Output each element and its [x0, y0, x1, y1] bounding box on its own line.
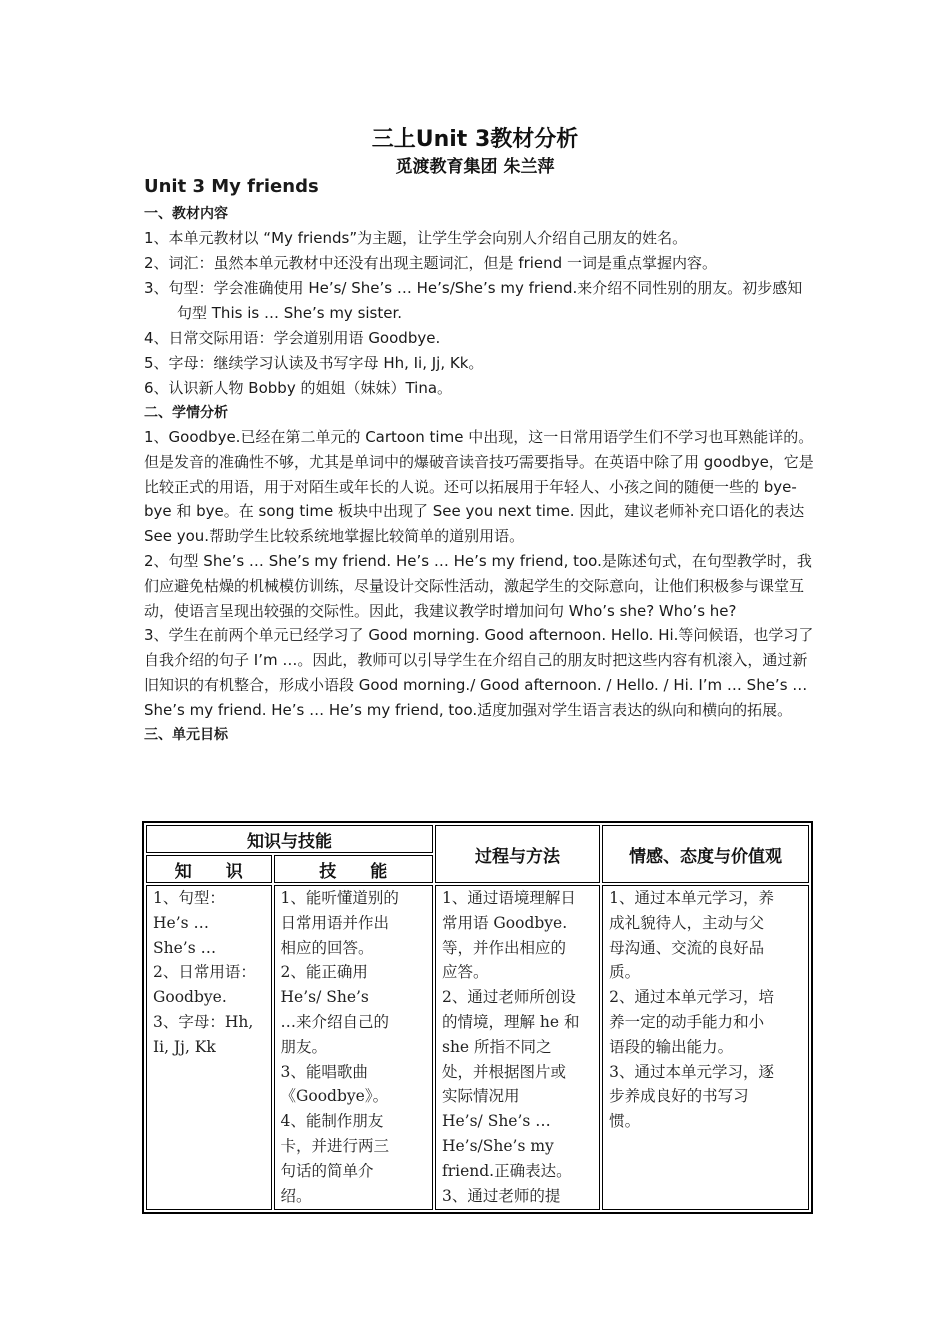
knowledge-line: Ii, Jj, Kk — [153, 1037, 216, 1056]
process-line: He’s/She’s my — [441, 1136, 554, 1155]
process-line: 1、通过语境理解日 — [441, 889, 576, 907]
header-skill: 技 能 — [274, 855, 433, 883]
knowledge-line: Goodbye. — [153, 988, 227, 1007]
header-knowledge-and-skills: 知识与技能 — [146, 825, 433, 853]
document-body — [144, 174, 814, 747]
process-line: 3、通过老师的提 — [441, 1186, 561, 1205]
skill-line: 朋友。 — [280, 1037, 328, 1056]
skill-line: 1、能听懂道别的 — [280, 889, 399, 907]
skill-line: 卡，并进行两三 — [280, 1136, 390, 1155]
emotion-line: 3、通过本单元学习，逐 — [609, 1062, 774, 1081]
analysis-paragraph-2: 2、句型 She’s … She’s my friend. He’s … He’s my friend, too.是陈述句式，在句型教学时，我们应避免枯燥的机械模仿训练，尽量设计交际性活动，激起学生的交际意向，让他们积极参与课堂互动，使语言呈现出较强的交际性。因此，我建议教学时增加问句 Who’s she? Who’s he? — [144, 551, 812, 620]
knowledge-cell — [146, 885, 272, 1210]
emotion-line: 母沟通、交流的良好品 — [609, 938, 765, 957]
header-process-and-methods: 过程与方法 — [435, 825, 600, 883]
skill-line: 《Goodbye》。 — [280, 1087, 389, 1106]
skill-line: 相应的回答。 — [280, 938, 374, 957]
process-line: friend.正确表达。 — [441, 1161, 572, 1180]
knowledge-line: She’s … — [153, 938, 217, 957]
skill-cell — [274, 885, 433, 1210]
process-line: 应答。 — [441, 963, 489, 982]
process-line: 实际情况用 — [441, 1087, 520, 1106]
analysis-paragraph-1: 1、Goodbye.已经在第二单元的 Cartoon time 中出现，这一日常用语学生们不学习也耳熟能详的。但是发音的准确性不够，尤其是单词中的爆破音读音技巧需要指导。在英语中除了用 goodbye，它是比较正式的用语，用于对陌生或年长的人说。还可以拓展用于年轻人、小孩之间的随便一些的 bye-bye 和 bye。在 song time 板块中出现了 See you next time. 因此，建议老师补充口语化的表达 See you.帮助学生比较系统地掌握比较简单的道别用语。 — [144, 428, 814, 546]
process-line: 2、通过老师所创设 — [441, 988, 576, 1007]
content-item-6: 6、认识新人物 Bobby 的姐姐（妹妹）Tina。 — [144, 379, 453, 397]
emotion-line: 成礼貌待人，主动与父 — [609, 913, 765, 932]
content-item-3: 3、句型：学会准确使用 He’s/ She’s … He’s/She’s my friend.来介绍不同性别的朋友。初步感知句型 This is … She’s my sister. — [144, 279, 803, 322]
process-line: He’s/ She’s … — [441, 1112, 551, 1131]
unit-goals-table — [142, 821, 813, 1214]
skill-line: 3、能唱歌曲 — [280, 1062, 368, 1081]
knowledge-line: 2、日常用语： — [153, 963, 256, 982]
knowledge-line: He’s … — [153, 913, 209, 932]
unit-heading: Unit 3 My friends — [144, 176, 319, 197]
emotion-line: 质。 — [609, 963, 641, 982]
content-item-2: 2、词汇：虽然本单元教材中还没有出现主题词汇，但是 friend 一词是重点掌握内容。 — [144, 254, 717, 272]
knowledge-line: 3、字母：Hh, — [153, 1012, 254, 1031]
section-heading-analysis: 二、学情分析 — [144, 405, 228, 421]
skill-line: He’s/ She’s — [280, 988, 369, 1007]
skill-line: 句话的简单介 — [280, 1161, 374, 1180]
emotion-line: 语段的输出能力。 — [609, 1037, 734, 1056]
process-line: 常用语 Goodbye. — [441, 913, 568, 932]
table-header-row — [146, 825, 809, 853]
emotion-cell — [602, 885, 809, 1210]
process-cell — [435, 885, 600, 1210]
process-line: 等，并作出相应的 — [441, 938, 566, 957]
process-line: 处，并根据图片或 — [441, 1062, 566, 1081]
knowledge-line: 1、句型： — [153, 889, 225, 907]
skill-line: 2、能正确用 — [280, 963, 368, 982]
emotion-line: 1、通过本单元学习，养 — [609, 889, 774, 907]
skill-line: 日常用语并作出 — [280, 913, 390, 932]
skill-line: 绍。 — [280, 1186, 312, 1205]
analysis-paragraph-3: 3、学生在前两个单元已经学习了 Good morning. Good afternoon. Hello. Hi.等问候语，也学习了自我介绍的句子 I’m …。因此，教师可以引导学生在介绍自己的朋友时把这些内容有机滚入，通过新旧知识的有机整合，形成小语段 Good morning./ Good afternoon. / Hello. / Hi. I’m … She’s … She’s my friend. He’s … He’s my friend, too.适度加强对学生语言表达的纵向和横向的拓展。 — [144, 626, 814, 719]
emotion-line: 惯。 — [609, 1112, 641, 1131]
skill-line: …来介绍自己的 — [280, 1012, 390, 1031]
content-item-1: 1、本单元教材以 “My friends”为主题，让学生学会向别人介绍自己朋友的姓名。 — [144, 229, 688, 247]
document-author: 觅渡教育集团 朱兰萍 — [395, 157, 555, 177]
skill-line: 4、能制作朋友 — [280, 1112, 384, 1131]
section-heading-content: 一、教材内容 — [144, 206, 228, 222]
header-emotion-attitude-values: 情感、态度与价值观 — [602, 825, 809, 883]
emotion-line: 2、通过本单元学习，培 — [609, 988, 774, 1007]
content-item-4: 4、日常交际用语：学会道别用语 Goodbye. — [144, 329, 441, 347]
process-line: she 所指不同之 — [441, 1037, 552, 1056]
process-line: 的情境，理解 he 和 — [441, 1012, 580, 1031]
emotion-line: 养一定的动手能力和小 — [609, 1012, 765, 1031]
table-row — [146, 885, 809, 1210]
document-title: 三上Unit 3教材分析 — [371, 127, 579, 152]
content-item-5: 5、字母：继续学习认读及书写字母 Hh, Ii, Jj, Kk。 — [144, 354, 484, 372]
section-heading-goals: 三、单元目标 — [144, 726, 228, 743]
emotion-line: 步养成良好的书写习 — [609, 1087, 749, 1106]
header-knowledge: 知 识 — [146, 855, 272, 883]
